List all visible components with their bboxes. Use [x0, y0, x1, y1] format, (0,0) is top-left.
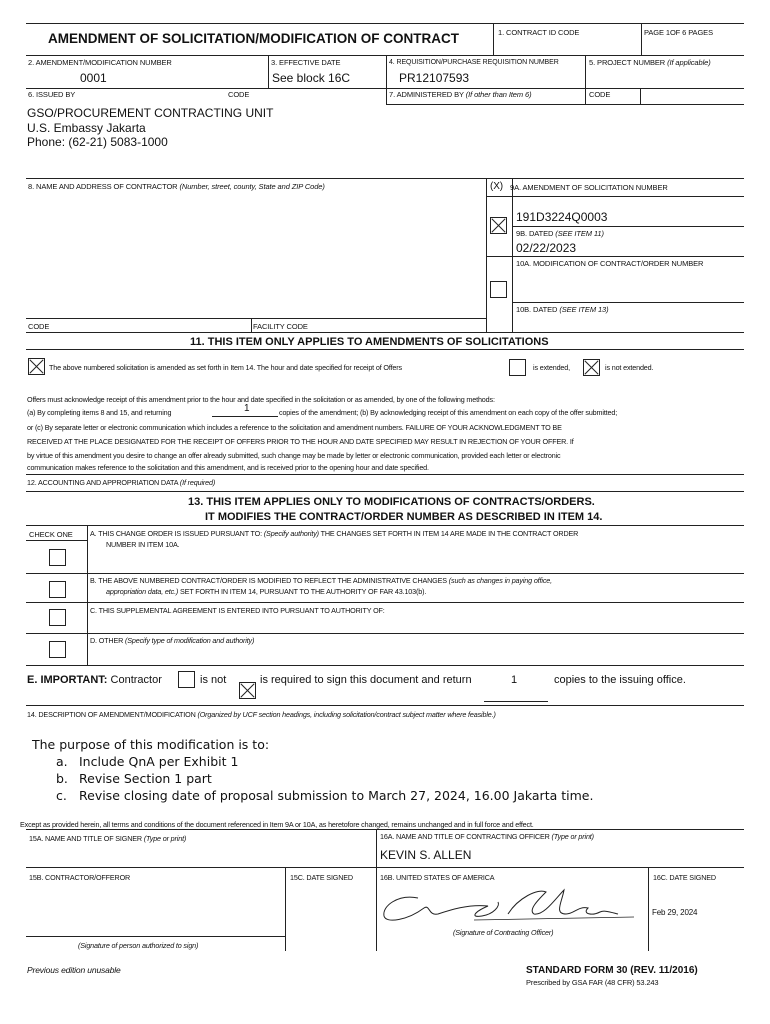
facility-code-label: FACILITY CODE	[253, 322, 308, 331]
check-one-label: CHECK ONE	[29, 530, 73, 539]
important-is-required-checkbox[interactable]	[239, 682, 256, 699]
ack-line6: communication makes reference to the solicitation and this amendment, and is received prior to the opening hour and date specified.	[27, 463, 429, 472]
purpose-item-a: Include QnA per Exhibit 1	[79, 754, 239, 769]
block3-value: See block 16C	[272, 71, 351, 85]
item13b-line1: B. THE ABOVE NUMBERED CONTRACT/ORDER IS MODIFIED TO REFLECT THE ADMINISTRATIVE CHANGES (such as changes in paying office,	[90, 576, 552, 585]
block16a-label: 16A. NAME AND TITLE OF CONTRACTING OFFICER (Type or print)	[380, 832, 594, 841]
block2-value: 0001	[80, 71, 107, 85]
block10a-label: 10A. MODIFICATION OF CONTRACT/ORDER NUMBER	[516, 259, 704, 268]
item13d-checkbox[interactable]	[49, 641, 66, 658]
item13a-line2: NUMBER IN ITEM 10A.	[106, 540, 180, 549]
block9b-value: 02/22/2023	[516, 241, 577, 255]
item13b-checkbox[interactable]	[49, 581, 66, 598]
block9a-value: 191D3224Q0003	[516, 210, 608, 224]
signature-person-label: (Signature of person authorized to sign)	[78, 941, 199, 950]
purpose-item-c-marker: c.	[56, 788, 67, 803]
ack-line4: RECEIVED AT THE PLACE DESIGNATED FOR THE RECEIPT OF OFFERS PRIOR TO THE HOUR AND DATE SPECIFIED MAY RESULT IN REJECTION OF YOUR OFFER. If	[27, 437, 574, 446]
block1-label: 1. CONTRACT ID CODE	[498, 28, 580, 37]
ack-line5: by virtue of this amendment you desire to change an offer already submitted, such change may be made by letter or electronic communication, provided each letter or electronic	[27, 451, 561, 460]
important-is-not-label: is not	[200, 674, 227, 686]
contractor-code-label: CODE	[28, 322, 50, 331]
solicitation-checkbox[interactable]	[490, 217, 507, 234]
item11-text: The above numbered solicitation is amended as set forth in Item 14. The hour and date specified for receipt of Offers	[49, 363, 402, 372]
contracting-officer-signature	[378, 884, 638, 924]
ack-line3: or (c) By separate letter or electronic communication which includes a reference to the solicitation and amendment numbers. FAILURE OF YOUR ACKNOWLEDGMENT TO BE	[27, 423, 562, 432]
issuer-line3: Phone: (62-21) 5083-1000	[27, 135, 168, 149]
is-not-extended-checkbox[interactable]	[583, 359, 600, 376]
important-copies: 1	[511, 674, 518, 686]
standard-form-number: STANDARD FORM 30 (REV. 11/2016)	[526, 965, 698, 976]
previous-edition-note: Previous edition unusable	[27, 965, 121, 975]
item13-title-line2: IT MODIFIES THE CONTRACT/ORDER NUMBER AS DESCRIBED IN ITEM 14.	[205, 511, 603, 523]
purpose-item-c: Revise closing date of proposal submission to March 27, 2024, 16.00 Jakarta time.	[79, 788, 594, 803]
block15b-label: 15B. CONTRACTOR/OFFEROR	[29, 873, 131, 882]
item13b-line2: appropriation data, etc.) SET FORTH IN ITEM 14, PURSUANT TO THE AUTHORITY OF FAR 43.103(b).	[106, 587, 427, 596]
item13-title-line1: 13. THIS ITEM APPLIES ONLY TO MODIFICATIONS OF CONTRACTS/ORDERS.	[188, 496, 595, 508]
purpose-intro: The purpose of this modification is to:	[32, 737, 270, 752]
form-title: AMENDMENT OF SOLICITATION/MODIFICATION OF CONTRACT	[48, 31, 459, 46]
is-extended-label: is extended,	[533, 363, 570, 372]
purpose-item-a-marker: a.	[56, 754, 68, 769]
important-tail: copies to the issuing office.	[554, 674, 686, 686]
ack-line2b: copies of the amendment; (b) By acknowledging receipt of this amendment on each copy of the offer submitted;	[279, 408, 618, 417]
ack-copies: 1	[244, 403, 250, 414]
item13c-checkbox[interactable]	[49, 609, 66, 626]
block2-label: 2. AMENDMENT/MODIFICATION NUMBER	[28, 58, 172, 67]
item13a-checkbox[interactable]	[49, 549, 66, 566]
ack-line1: Offers must acknowledge receipt of this amendment prior to the hour and date specified in the solicitation or as amended, by one of the following methods:	[27, 395, 495, 404]
except-text: Except as provided herein, all terms and conditions of the document referenced in Item 9A or 10A, as heretofore changed, remains unchanged and in full force and effect.	[20, 820, 534, 829]
purpose-item-b: Revise Section 1 part	[79, 771, 212, 786]
block15a-label: 15A. NAME AND TITLE OF SIGNER (Type or print)	[29, 834, 187, 843]
block7-code-label: CODE	[589, 90, 611, 99]
important-required-label: is required to sign this document and return	[260, 674, 472, 686]
item13a-line1: A. THIS CHANGE ORDER IS ISSUED PURSUANT TO: (Specify authority) THE CHANGES SET FORTH IN ITEM 14 ARE MADE IN THE CONTRACT ORDER	[90, 529, 579, 538]
item12-label: 12. ACCOUNTING AND APPROPRIATION DATA (If required)	[27, 478, 216, 487]
block10b-label: 10B. DATED (SEE ITEM 13)	[516, 305, 609, 314]
signature-officer-label: (Signature of Contracting Officer)	[453, 928, 554, 937]
item14-label: 14. DESCRIPTION OF AMENDMENT/MODIFICATION (Organized by UCF section headings, including solicitation/contract subject matter where feasible.)	[27, 710, 496, 719]
block4-label: 4. REQUISITION/PURCHASE REQUISITION NUMBER	[389, 59, 559, 66]
x-column-label: (X)	[490, 181, 504, 192]
item13c-text: C. THIS SUPPLEMENTAL AGREEMENT IS ENTERED INTO PURSUANT TO AUTHORITY OF:	[90, 606, 385, 615]
block3-label: 3. EFFECTIVE DATE	[271, 58, 341, 67]
block15c-label: 15C. DATE SIGNED	[290, 873, 353, 882]
modification-checkbox[interactable]	[490, 281, 507, 298]
purpose-item-b-marker: b.	[56, 771, 68, 786]
item11-checkbox[interactable]	[28, 358, 45, 375]
block6-code-label: CODE	[228, 90, 250, 99]
item13d-text: D. OTHER (Specify type of modification and authority)	[90, 636, 255, 645]
block4-value: PR12107593	[399, 71, 470, 85]
block16c-label: 16C. DATE SIGNED	[653, 873, 716, 882]
block5-label: 5. PROJECT NUMBER (If applicable)	[589, 58, 711, 67]
ack-line2a: (a) By completing items 8 and 15, and returning	[27, 408, 172, 417]
issuer-line2: U.S. Embassy Jakarta	[27, 121, 146, 135]
block9a-label: 9A. AMENDMENT OF SOLICITATION NUMBER	[510, 183, 668, 192]
issuer-line1: GSO/PROCUREMENT CONTRACTING UNIT	[27, 106, 274, 120]
important-is-not-checkbox[interactable]	[178, 671, 195, 688]
item11-title: 11. THIS ITEM ONLY APPLIES TO AMENDMENTS OF SOLICITATIONS	[190, 336, 549, 348]
block9b-label: 9B. DATED (SEE ITEM 11)	[516, 229, 604, 238]
is-not-extended-label: is not extended.	[605, 363, 654, 372]
block6-label: 6. ISSUED BY	[28, 90, 76, 99]
prescribed-by: Prescribed by GSA FAR (48 CFR) 53.243	[526, 978, 659, 987]
block16c-value: Feb 29, 2024	[652, 908, 698, 917]
important-line: E. IMPORTANT: Contractor	[27, 674, 162, 686]
is-extended-checkbox[interactable]	[509, 359, 526, 376]
block8-label: 8. NAME AND ADDRESS OF CONTRACTOR (Number, street, county, State and ZIP Code)	[28, 182, 325, 191]
block16a-value: KEVIN S. ALLEN	[380, 848, 472, 862]
block7-label: 7. ADMINISTERED BY (If other than Item 6)	[389, 90, 532, 99]
block16b-label: 16B. UNITED STATES OF AMERICA	[380, 873, 495, 882]
page-count: PAGE 1OF 6 PAGES	[644, 28, 713, 37]
